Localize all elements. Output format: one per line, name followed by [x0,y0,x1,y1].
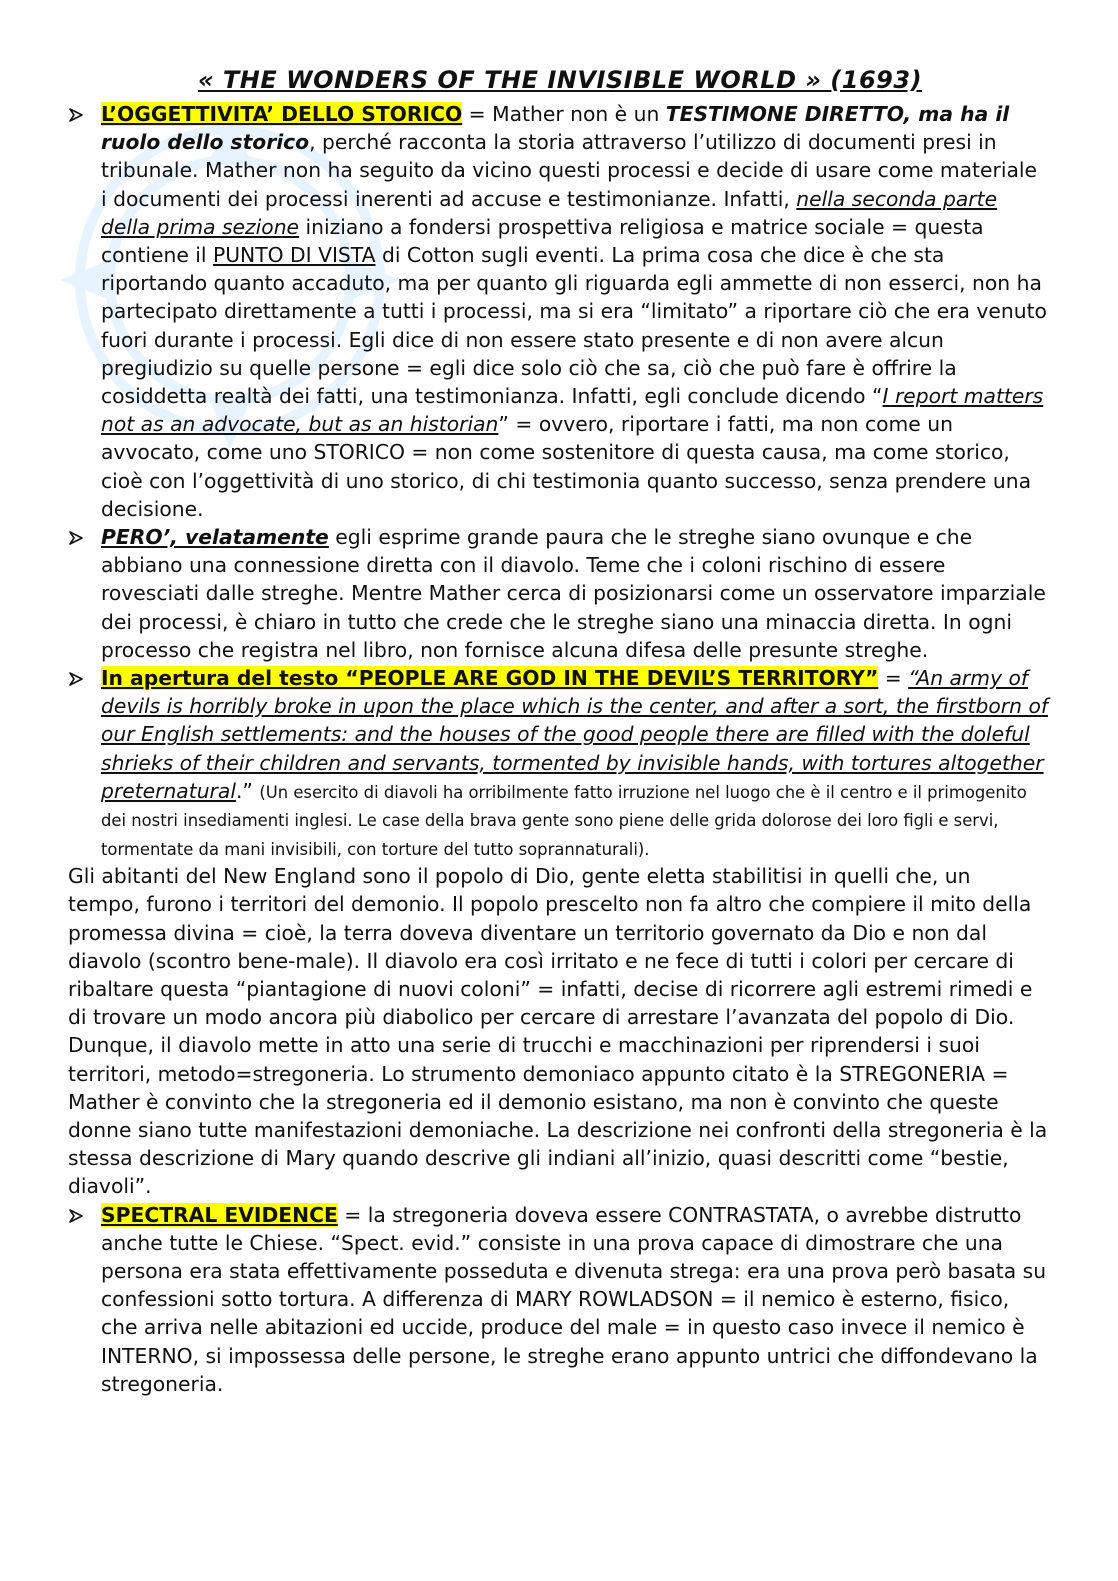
bullet-heading: SPECTRAL EVIDENCE [101,1202,338,1227]
document-body [68,100,1048,1398]
quote-text: I report matters not as an advocate, but as an historian [101,384,1044,437]
translation-text: (Un esercito di diavoli ha orribilmente fatto irruzione nel luogo che è il centro e il primogenito dei nostri insediamenti inglesi. Le case della brava gente sono piene delle grida dolorose dei loro figli e servi, tormentate da mani invisibili, con torture del tutto soprannaturali). [101,782,1027,859]
bullet-text: ” = ovvero, riportare i fatti, ma non come un avvocato, come uno STORICO = non come sostenitore di questa causa, ma come storico, cioè con l’oggettività di uno storico, di chi testimonia quanto successo, senza prendere una decisione. [101,412,1031,521]
emphasis-text: TESTIMONE DIRETTO, ma ha il ruolo dello storico [101,102,1010,155]
bullet-item-opening [68,664,1048,862]
bullet-text: di Cotton sugli eventi. La prima cosa che dice è che sta riportando quanto accaduto, ma per quanto gli riguarda egli ammette di non esserci, non ha partecipato direttamente a tutti i processi, ma si era “limitato” a riportare ciò che era venuto fuori durante i processi. Egli dice di non essere stato presente e di non avere alcun pregiudizio su quelle persone = egli dice solo ciò che sa, ciò che può fare è offrire la cosiddetta realtà dei fatti, una testimonianza. Infatti, egli conclude dicendo “ [101,243,1047,409]
bullet-text: = la stregoneria doveva essere CONTRASTATA, o avrebbe distrutto anche tutte le Chiese. “Spect. evid.” consiste in una prova capace di dimostrare che una persona era stata effettivamente posseduta e divenuta strega: era una prova però basata su confessioni sotto tortura. A differenza di MARY ROWLADSON = il nemico è esterno, fisico, che arriva nelle abitazioni ed uccide, produce del male = in questo caso invece il nemico è INTERNO, si impossessa delle persone, le streghe erano appunto untrici che diffondevano la stregoneria. [101,1202,1047,1396]
underlined-text: PUNTO DI VISTA [212,243,376,268]
bullet-text: = Mather non è un [462,102,666,126]
emphasis-text: nella seconda parte della prima sezione [101,186,998,239]
bullet-item-however [68,523,1048,664]
bullet-text: = [878,666,909,691]
bullet-heading: PERO’, velatamente [101,525,329,550]
arrow-bullet-icon [68,671,84,687]
quote-text: “An army of devils is horribly broke in upon the place which is the center, and after a sort, the firstborn of our English settlements: and the houses of the good people there are filled with the doleful shrieks of their children and servants, tormented by invisible hands, with tortures altogether preternatural [101,666,1048,803]
bullet-item-spectral-evidence [68,1201,1048,1398]
bullet-text: iniziano a fondersi prospettiva religiosa e matrice sociale = questa contiene il [101,214,984,268]
bullet-heading: In apertura del testo “PEOPLE ARE GOD IN THE DEVIL’S TERRITORY” [101,666,879,691]
arrow-bullet-icon [68,530,84,546]
body-paragraph: Gli abitanti del New England sono il popolo di Dio, gente eletta stabilitisi in quelli che, un tempo, furono i territori del demonio. Il popolo prescelto non fa altro che compiere il mito della promessa divina = cioè, la terra doveva diventare un territorio governato da Dio e non dal diavolo (scontro bene-male). Il diavolo era così irritato e ne fece di tutti i colori per cercare di ribaltare questa “piantagione di nuovi coloni” = infatti, decise di ricorrere agli estremi rimedi e di trovare un modo ancora più diabolico per cercare di arrestare l’avanzata del popolo di Dio. Dunque, il diavolo mette in atto una serie di trucchi e macchinazioni per riprendersi i suoi territori, metodo=stregoneria. Lo strumento demoniaco appunto citato è la STREGONERIA = Mather è convinto che la stregoneria ed il demonio esistano, ma non è convinto che queste donne siano tutte manifestazioni demoniache. La descrizione nei confronti della stregoneria è la stessa descrizione di Mary quando descrive gli indiani all’inizio, quasi descritti come “bestie, diavoli”. [68,864,1048,1199]
bullet-text: .” [235,778,260,803]
bullet-item-objectivity [68,100,1048,523]
arrow-bullet-icon [68,107,84,123]
arrow-bullet-icon [68,1208,84,1224]
bullet-text: , perché racconta la storia attraverso l’utilizzo di documenti presi in tribunale. Mather non ha seguito da vicino questi processi e decide di usare come materiale i documenti dei processi inerenti ad accuse e testimonianze. Infatti, [101,130,1037,211]
document-title: « THE WONDERS OF THE INVISIBLE WORLD » (1693) [197,66,923,94]
bullet-heading: L’OGGETTIVITA’ DELLO STORICO [101,102,463,126]
bullet-text: egli esprime grande paura che le streghe siano ovunque e che abbiano una connessione diretta con il diavolo. Teme che i coloni rischino di essere rovesciati dalle streghe. Mentre Mather cerca di posizionarsi come un osservatore imparziale dei processi, è chiaro in tutto che crede che le streghe siano una minaccia diretta. In ogni processo che registra nel libro, non fornisce alcuna difesa delle presunte streghe. [101,525,1046,662]
